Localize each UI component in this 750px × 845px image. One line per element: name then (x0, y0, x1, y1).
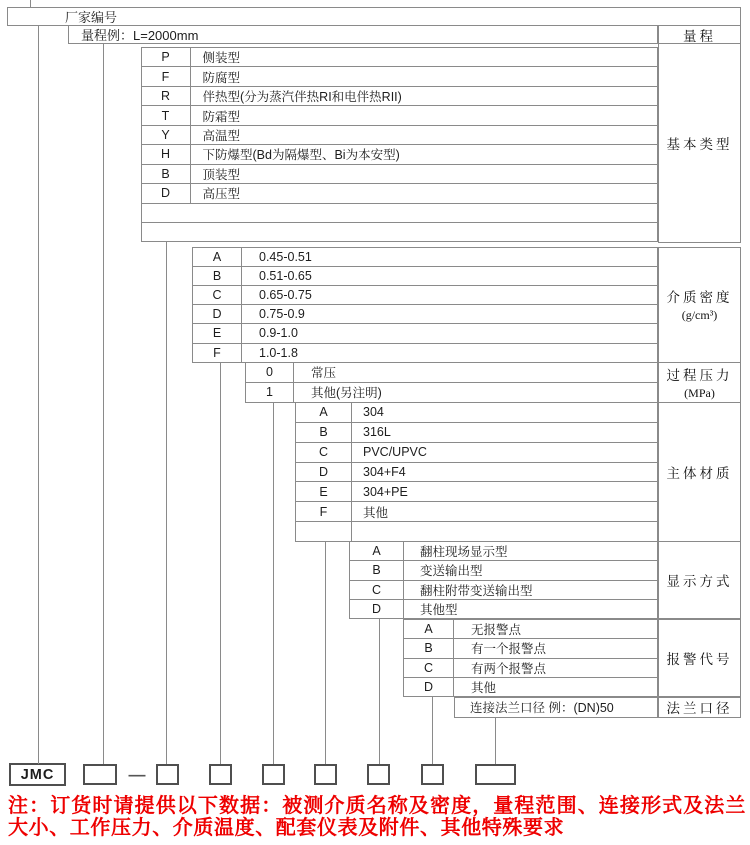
row-desc: 有两个报警点 (471, 661, 547, 676)
side-label-text: 过程压力 (666, 367, 733, 383)
page-edge-line (30, 0, 31, 7)
flange-size-text: 连接法兰口径 例：(DN)50 (470, 701, 614, 716)
connector-line (432, 696, 433, 764)
side-label-text: 法兰口径 (666, 701, 733, 717)
connector-line (379, 618, 380, 764)
row-desc (190, 223, 658, 241)
table-row (295, 402, 658, 423)
row-code: E (193, 324, 242, 342)
table-row (192, 285, 658, 305)
row-code: C (404, 659, 454, 677)
row-desc: 0.45-0.51 (259, 249, 312, 264)
table-row (141, 164, 659, 184)
row-code: D (404, 678, 454, 696)
code-slot-box (209, 764, 232, 785)
range-example-box (68, 25, 658, 44)
row-code: E (296, 482, 352, 501)
table-row (141, 47, 659, 67)
model-prefix-box (9, 763, 66, 786)
row-code: D (193, 305, 242, 323)
table-row (403, 638, 658, 658)
side-label-text: 基本类型 (666, 136, 733, 152)
side-label-text: 主体材质 (666, 466, 733, 481)
row-desc (352, 522, 657, 541)
connector-line (166, 242, 167, 765)
model-dash-glyph: — (128, 764, 146, 784)
code-slot-box (421, 764, 444, 785)
row-desc: 翻柱现场显示型 (420, 545, 508, 560)
connector-line (38, 25, 39, 764)
table-row (192, 304, 658, 324)
side-label-basic-type (658, 43, 741, 243)
row-desc: 无报警点 (471, 623, 522, 638)
row-code: A (404, 620, 454, 638)
row-code (142, 223, 190, 241)
code-slot-box (367, 764, 390, 785)
manufacturer-code-label: 厂家编号 (65, 10, 118, 25)
row-desc: 其他 (363, 505, 389, 520)
side-label-text: 量程 (683, 28, 716, 44)
side-label-text: 报警代号 (666, 652, 733, 667)
row-desc: 伴热型(分为蒸汽伴热RI和电伴热RII) (202, 90, 402, 105)
row-code: R (142, 87, 191, 105)
row-desc: 高压型 (202, 187, 241, 202)
table-row (141, 144, 659, 164)
model-dash (119, 764, 155, 785)
table-row (192, 247, 658, 267)
row-desc: 顶装型 (202, 167, 241, 182)
row-code: B (350, 561, 404, 579)
code-slot-box (83, 764, 117, 785)
table-row (295, 442, 658, 463)
side-label-text: 显示方式 (666, 574, 733, 589)
code-slot-box (314, 764, 337, 785)
table-row (295, 521, 658, 542)
row-desc: 高温型 (202, 129, 241, 144)
row-desc: 0.75-0.9 (259, 307, 305, 322)
flange-size-row (454, 697, 658, 718)
table-row (295, 462, 658, 483)
side-label-alarm-code (658, 619, 741, 697)
code-slot-box (475, 764, 516, 785)
row-desc: PVC/UPVC (363, 445, 427, 460)
row-desc (190, 204, 658, 222)
table-row (141, 125, 659, 145)
connector-line (220, 362, 221, 764)
row-desc: 0.9-1.0 (259, 326, 298, 341)
table-row (295, 422, 658, 443)
side-label-range (658, 25, 741, 44)
side-label-text: 介质密度 (666, 290, 733, 306)
side-label-unit: (g/cm³) (681, 308, 718, 323)
table-row (192, 343, 658, 363)
table-row (141, 86, 659, 106)
row-code: T (142, 106, 191, 124)
row-code: 0 (246, 363, 294, 382)
table-row (349, 580, 658, 600)
row-code: C (193, 286, 242, 304)
row-code: D (296, 463, 352, 482)
table-row (245, 362, 658, 383)
row-code: B (193, 267, 242, 285)
row-code: C (350, 581, 404, 599)
table-row (349, 599, 658, 619)
connector-line (273, 402, 274, 764)
row-code: P (142, 48, 191, 66)
row-desc: 0.51-0.65 (259, 268, 312, 283)
connector-line (325, 541, 326, 764)
table-row (403, 658, 658, 678)
range-example-label: 量程例：L=2000mm (81, 28, 199, 43)
row-code: B (296, 423, 352, 442)
row-code: F (296, 502, 352, 521)
row-desc: 1.0-1.8 (259, 345, 298, 360)
side-label-flange-size (658, 697, 741, 718)
row-code: F (193, 344, 242, 362)
side-label-display-mode (658, 541, 741, 619)
table-row (403, 677, 658, 697)
table-row (349, 541, 658, 561)
connector-line (495, 717, 496, 765)
row-desc: 有一个报警点 (471, 642, 547, 657)
table-row (141, 66, 659, 86)
code-slot-box (262, 764, 285, 785)
table-row (349, 560, 658, 580)
row-desc: 其他型 (420, 602, 458, 617)
side-label-process-pressure (658, 362, 741, 403)
row-desc: 304+PE (363, 484, 408, 499)
row-code: A (350, 542, 404, 560)
table-row (141, 222, 659, 242)
code-slot-box (156, 764, 179, 785)
table-row (245, 382, 658, 403)
side-label-unit: (MPa) (684, 385, 715, 400)
row-code: 1 (246, 383, 294, 402)
side-label-body-material (658, 402, 741, 542)
row-desc: 其他 (471, 680, 497, 695)
order-note-text: 注：订货时请提供以下数据：被测介质名称及密度，量程范围、连接形式及法兰大小、工作压力、介质温度、配套仪表及附件、其他特殊要求 (8, 795, 746, 839)
table-row (141, 203, 659, 223)
side-label-medium-density (658, 247, 741, 363)
row-desc: 304+F4 (363, 465, 406, 479)
row-code: B (404, 639, 454, 657)
model-prefix-label: JMC (20, 766, 55, 783)
table-row (295, 501, 658, 522)
row-code: A (193, 248, 242, 266)
row-code (142, 204, 190, 222)
row-code: A (296, 403, 352, 422)
row-desc: 变送输出型 (420, 564, 483, 579)
row-code: F (142, 67, 191, 85)
row-code: B (142, 165, 191, 183)
row-desc: 侧装型 (202, 51, 241, 66)
table-row (141, 105, 659, 125)
order-note (8, 796, 746, 839)
row-desc: 0.65-0.75 (259, 288, 312, 303)
row-desc: 316L (363, 425, 391, 440)
row-desc: 防腐型 (202, 70, 241, 85)
table-row (192, 323, 658, 343)
row-desc: 防霜型 (202, 109, 241, 124)
row-code: Y (142, 126, 191, 144)
row-code: C (296, 443, 352, 462)
row-desc: 其他(另注明) (311, 386, 382, 401)
table-row (192, 266, 658, 286)
row-code: D (350, 600, 404, 618)
table-row (403, 619, 658, 639)
row-desc: 304 (363, 405, 384, 420)
row-code: D (142, 184, 191, 202)
row-desc: 常压 (311, 366, 337, 381)
manufacturer-code-box (7, 7, 741, 26)
row-desc: 下防爆型(Bd为隔爆型、Bi为本安型) (202, 148, 400, 163)
table-row (295, 481, 658, 502)
row-code (296, 522, 352, 541)
connector-line (103, 43, 104, 764)
table-row (141, 183, 659, 203)
row-desc: 翻柱附带变送输出型 (420, 583, 533, 598)
row-code: H (142, 145, 191, 163)
